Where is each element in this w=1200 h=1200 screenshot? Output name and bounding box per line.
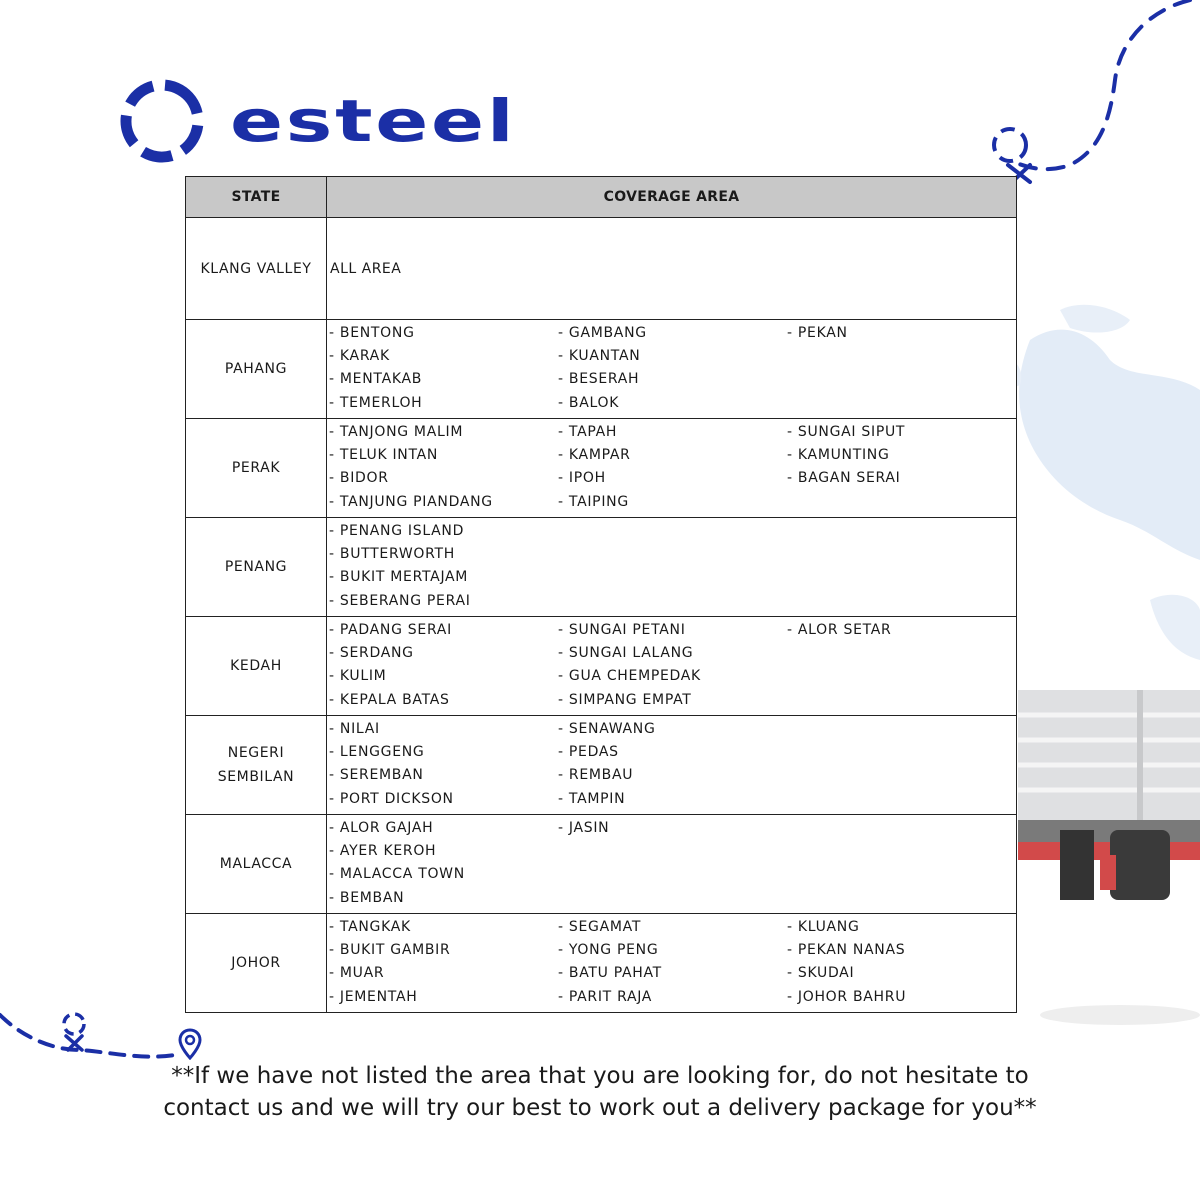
area-item: - SEREMBAN — [329, 767, 424, 784]
truck-graphic — [1000, 680, 1200, 1080]
area-column — [787, 421, 1016, 514]
area-column — [329, 718, 558, 811]
area-item: - ALOR GAJAH — [329, 820, 434, 836]
area-item: - SUNGAI PETANI — [558, 622, 686, 638]
footnote-line-1: **If we have not listed the area that you are looking for, do not hesitate to — [171, 1063, 1029, 1089]
coverage-cell — [327, 320, 1017, 419]
area-item: - REMBAU — [558, 767, 634, 784]
state-cell — [186, 518, 327, 617]
coverage-cell — [327, 617, 1017, 716]
area-column — [558, 718, 787, 811]
area-item: - SENAWANG — [558, 721, 656, 737]
area-column — [329, 817, 558, 910]
coverage-cell — [327, 419, 1017, 518]
state-column-header: STATE — [186, 177, 327, 218]
state-name: MALACCA — [219, 856, 293, 872]
table-row — [186, 419, 1017, 518]
state-name: KEDAH — [230, 658, 282, 674]
area-column — [558, 619, 787, 712]
area-column — [787, 817, 1016, 910]
state-name: SEMBILAN — [217, 769, 295, 785]
state-cell — [186, 914, 327, 1013]
area-item: - SEGAMAT — [558, 919, 642, 935]
area-item: - BEMBAN — [329, 889, 405, 906]
area-column — [787, 520, 1016, 613]
area-item: - SUNGAI SIPUT — [787, 424, 906, 440]
area-item: - TELUK INTAN — [329, 447, 439, 464]
table-row — [186, 617, 1017, 716]
area-column — [558, 421, 787, 514]
area-item: - BIDOR — [329, 470, 389, 487]
footnote — [150, 1060, 1050, 1124]
area-item: - MALACCA TOWN — [329, 866, 465, 883]
area-item: - LENGGENG — [329, 744, 425, 761]
area-column — [329, 619, 558, 712]
table-row — [186, 716, 1017, 815]
coverage-cell — [327, 716, 1017, 815]
footnote-line-2: contact us and we will try our best to work out a delivery package for you** — [163, 1095, 1037, 1121]
area-item: - BENTONG — [329, 325, 415, 341]
coverage-cell — [327, 914, 1017, 1013]
area-item: - GUA CHEMPEDAK — [558, 668, 701, 685]
esteel-logo — [118, 75, 568, 167]
area-column — [787, 718, 1016, 811]
state-cell — [186, 617, 327, 716]
area-item: - PEDAS — [558, 744, 619, 761]
area-item: - BUKIT GAMBIR — [329, 942, 451, 959]
area-item: - KULIM — [329, 668, 387, 685]
state-cell: KLANG VALLEY — [186, 218, 327, 320]
area-column — [558, 817, 787, 910]
area-item: - TANGKAK — [329, 919, 411, 935]
area-item: - AYER KEROH — [329, 843, 437, 860]
area-item: - KUANTAN — [558, 348, 641, 365]
area-item: - KAMUNTING — [787, 447, 890, 464]
area-item: - PEKAN NANAS — [787, 942, 906, 959]
coverage-column-header: COVERAGE AREA — [327, 177, 1017, 218]
coverage-cell — [327, 518, 1017, 617]
table-row — [186, 320, 1017, 419]
area-item: - TAIPING — [558, 493, 629, 510]
area-item: - KLUANG — [787, 919, 860, 935]
area-item: - YONG PENG — [558, 942, 659, 959]
area-item: - KEPALA BATAS — [329, 691, 450, 708]
coverage-table — [185, 176, 1017, 1013]
area-item: - BATU PAHAT — [558, 965, 662, 982]
location-pin-icon — [178, 1028, 202, 1060]
area-item: - NILAI — [329, 721, 380, 737]
area-column — [558, 916, 787, 1009]
area-item: - BUKIT MERTAJAM — [329, 569, 469, 586]
area-item: - TEMERLOH — [329, 394, 423, 411]
area-item: - IPOH — [558, 470, 606, 487]
state-name: PERAK — [231, 460, 281, 476]
state-cell — [186, 716, 327, 815]
area-column — [558, 520, 787, 613]
area-item: - ALOR SETAR — [787, 622, 892, 638]
area-item: - PENANG ISLAND — [329, 523, 465, 539]
area-column — [329, 916, 558, 1009]
area-column — [787, 916, 1016, 1009]
area-item: - TANJONG MALIM — [329, 424, 464, 440]
area-item: - JASIN — [558, 820, 610, 836]
coverage-cell — [327, 815, 1017, 914]
area-item: - MENTAKAB — [329, 371, 423, 388]
state-cell — [186, 815, 327, 914]
area-item: - KAMPAR — [558, 447, 631, 464]
area-item: - MUAR — [329, 965, 385, 982]
area-item: - SUNGAI LALANG — [558, 645, 694, 662]
area-item: - BALOK — [558, 394, 620, 411]
area-item: - JOHOR BAHRU — [787, 988, 907, 1005]
state-name: NEGERI — [227, 745, 285, 761]
area-item: - PORT DICKSON — [329, 790, 454, 807]
state-cell — [186, 320, 327, 419]
state-cell — [186, 419, 327, 518]
area-item: - BAGAN SERAI — [787, 470, 901, 487]
area-item: - SERDANG — [329, 645, 414, 662]
area-column — [329, 421, 558, 514]
table-row — [186, 914, 1017, 1013]
area-item: - SIMPANG EMPAT — [558, 691, 692, 708]
logo-text: esteel — [230, 87, 517, 155]
area-column — [329, 520, 558, 613]
logo-ring-icon — [118, 75, 210, 167]
area-item: - BUTTERWORTH — [329, 546, 455, 563]
area-column — [329, 322, 558, 415]
area-item: - PEKAN — [787, 325, 848, 341]
state-name: PAHANG — [224, 361, 288, 377]
area-item: - SEBERANG PERAI — [329, 592, 471, 609]
area-item: - PARIT RAJA — [558, 988, 653, 1005]
state-name: JOHOR — [231, 955, 281, 971]
area-column — [787, 619, 1016, 712]
world-map-graphic — [1000, 300, 1200, 680]
area-item: - KARAK — [329, 348, 390, 365]
area-item: - JEMENTAH — [329, 988, 418, 1005]
area-item: - SKUDAI — [787, 965, 855, 982]
area-item: - PADANG SERAI — [329, 622, 452, 638]
table-row — [186, 815, 1017, 914]
table-row — [186, 218, 1017, 320]
area-item: - TAMPIN — [558, 790, 626, 807]
area-item: - TAPAH — [558, 424, 618, 440]
area-item: - TANJUNG PIANDANG — [329, 493, 493, 510]
table-header-row — [186, 177, 1017, 218]
area-column — [558, 322, 787, 415]
state-name: PENANG — [224, 559, 288, 575]
coverage-cell: ALL AREA — [327, 218, 1017, 320]
table-row — [186, 518, 1017, 617]
area-column — [787, 322, 1016, 415]
area-item: - GAMBANG — [558, 325, 647, 341]
area-item: - BESERAH — [558, 371, 640, 388]
